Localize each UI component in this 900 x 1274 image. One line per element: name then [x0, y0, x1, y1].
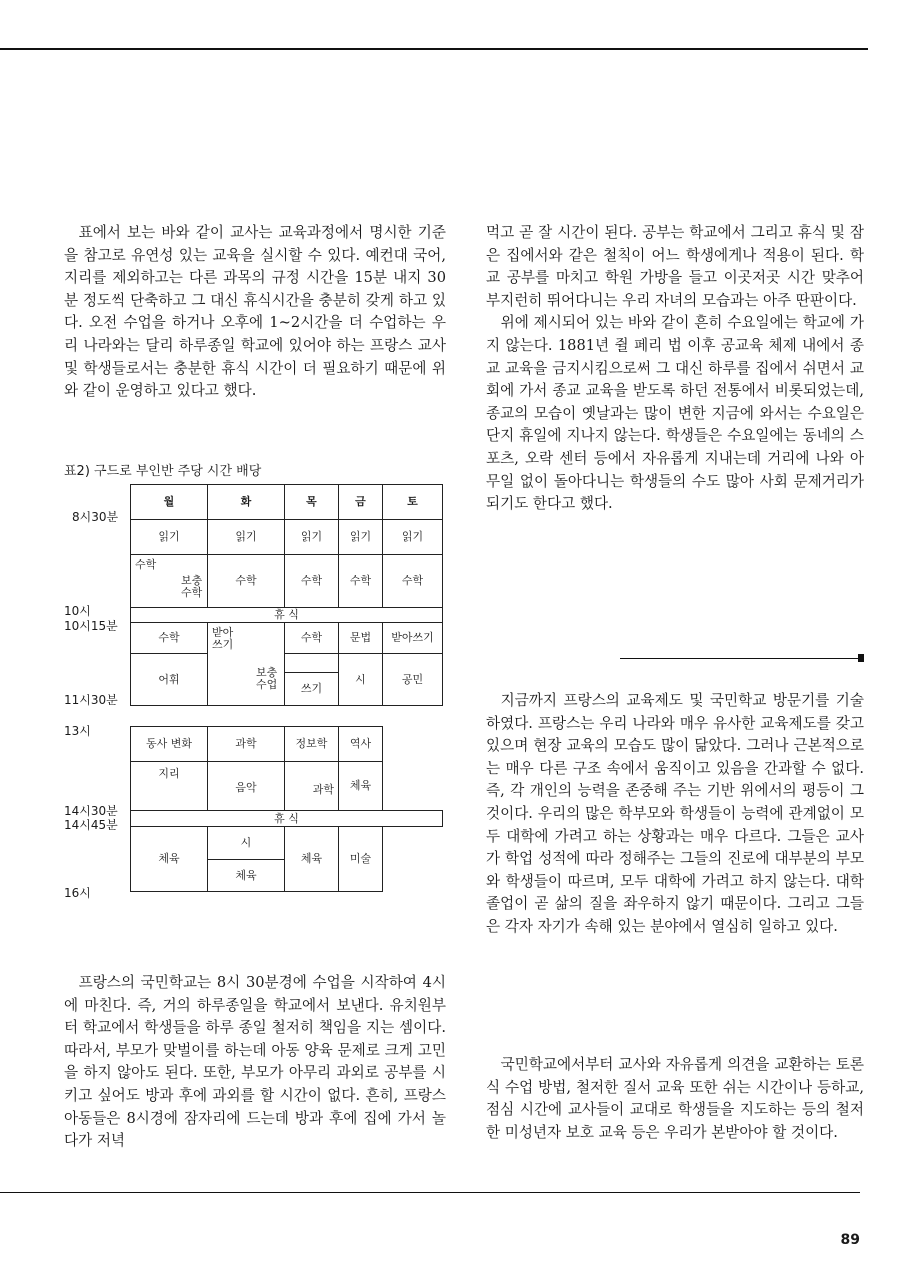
right-column	[486, 222, 864, 516]
cell-pm2-mon	[130, 761, 208, 811]
cell-text: 받아	[212, 626, 234, 639]
time-label: 8시30분	[72, 510, 119, 524]
cell-am1-thu: 읽기	[284, 519, 339, 555]
cell-pm2-fri: 체육	[338, 761, 383, 811]
bottom-rule	[0, 1192, 860, 1193]
cell-pm3-tue-a: 시	[207, 826, 285, 860]
cell-am4-thu: 쓰기	[284, 672, 339, 706]
left-paragraph-2: 프랑스의 국민학교는 8시 30분경에 수업을 시작하여 4시에 마친다. 즉, 거의 하루종일을 학교에서 보낸다. 유치원부터 학교에서 학생들을 하루 종일 철저히 책임을 지는 셈이다. 따라서, 부모가 맞벌이를 하는데 아동 양육 문제로 크게 고민을 하지 않아도 된다. 또한, 부모가 아무리 과외로 공부를 시키고 싶어도 방과 후에 과외를 할 시간이 없다. 흔히, 프랑스 아동들은 8시경에 잠자리에 드는데 방과 후에 집에 가서 놀다가 저녁	[64, 974, 446, 1150]
cell-am3-fri: 문법	[338, 622, 383, 654]
cell-pm1-mon: 동사 변화	[130, 726, 208, 762]
right-paragraph-4: 국민학교에서부터 교사와 자유롭게 의견을 교환하는 토론식 수업 방법, 철저한 질서 교육 또한 쉬는 시간이나 등하교, 점심 시간에 교사들이 교대로 학생들을 지도하는 등의 철저한 미성년자 보호 교육 등은 우리가 본받아야 할 것이다.	[486, 1056, 864, 1141]
cell-text: 쓰기	[212, 638, 234, 651]
cell-pm3-thu: 체육	[284, 826, 339, 892]
cell-am3-4-tue	[207, 622, 285, 706]
divider-end-mark	[858, 654, 864, 662]
cell-text: 보충	[181, 574, 203, 587]
cell-am2-fri: 수학	[338, 554, 383, 608]
cell-text: 수학	[181, 586, 203, 599]
cell-pm1-fri: 역사	[338, 726, 383, 762]
cell-text: 지리	[158, 767, 180, 780]
cell-am3-sat: 받아쓰기	[382, 622, 443, 654]
cell-text: 음악	[235, 781, 257, 794]
cell-am3-mon: 수학	[130, 622, 208, 654]
cell-text: 보충	[256, 666, 278, 679]
section-divider	[620, 658, 860, 659]
right-column-conclusion	[486, 690, 864, 939]
time-label: 14시30분	[64, 804, 118, 818]
time-label: 13시	[64, 724, 91, 738]
right-column-final	[486, 1054, 864, 1144]
cell-am1-sat: 읽기	[382, 519, 443, 555]
day-header-sat: 토	[382, 484, 443, 520]
cell-am4-mon: 어휘	[130, 653, 208, 706]
cell-pm3-tue-b: 체육	[207, 859, 285, 892]
cell-pm3-fri: 미술	[338, 826, 383, 892]
cell-text: 과학	[312, 783, 334, 796]
cell-pm2-tue	[207, 761, 285, 811]
cell-pm3-mon: 체육	[130, 826, 208, 892]
cell-am2-thu: 수학	[284, 554, 339, 608]
cell-am4-sat: 공민	[382, 653, 443, 706]
page-number: 89	[840, 1232, 860, 1248]
cell-am4-fri: 시	[338, 653, 383, 706]
top-rule	[0, 48, 868, 50]
time-label: 16시	[64, 886, 91, 900]
left-column-bottom	[64, 972, 446, 1153]
cell-pm1-thu: 정보학	[284, 726, 339, 762]
cell-text: 수업	[256, 678, 278, 691]
cell-am2-mon	[130, 554, 208, 608]
left-paragraph-1: 표에서 보는 바와 같이 교사는 교육과정에서 명시한 기준을 참고로 유연성 있는 교육을 실시할 수 있다. 예컨대 국어, 지리를 제외하고는 다른 과목의 규정 시간을 15분 내지 30분 정도씩 단축하고 그 대신 휴식시간을 충분히 갖게 하고 있다. 오전 수업을 하거나 오후에 1~2시간을 더 수업하는 우리 나라와는 달리 하루종일 학교에 있어야 하는 프랑스 교사 및 학생들로서는 충분한 휴식 시간이 더 필요하기 때문에 위와 같이 운영하고 있다고 했다.	[64, 224, 446, 400]
cell-pm1-tue: 과학	[207, 726, 285, 762]
time-label: 14시45분	[64, 818, 118, 832]
cell-text: 수학	[135, 558, 157, 571]
day-header-thu: 목	[284, 484, 339, 520]
day-header-tue: 화	[207, 484, 285, 520]
cell-pm2-thu	[284, 761, 339, 811]
cell-am2-tue: 수학	[207, 554, 285, 608]
right-paragraph-2: 위에 제시되어 있는 바와 같이 흔히 수요일에는 학교에 가지 않는다. 1881년 쥘 페리 법 이후 공교육 체제 내에서 종교 교육을 금지시킴으로써 그 대신 하루를 집에서 쉬면서 교회에 가서 종교 교육을 받도록 하던 전통에서 비롯되었는데, 종교의 모습이 옛날과는 많이 변한 지금에 와서는 수요일은 단지 휴일에 지나지 않는다. 학생들은 수요일에는 동네의 스포츠, 오락 센터 등에서 자유롭게 지내는데 거리에 나와 아무일 없이 돌아다니는 학생들의 수도 많아 사회 문제거리가 되기도 한다고 했다.	[486, 314, 864, 513]
day-header-fri: 금	[338, 484, 383, 520]
break-row: 휴 식	[130, 607, 443, 623]
timetable-morning	[130, 484, 443, 706]
cell-am1-tue: 읽기	[207, 519, 285, 555]
day-header-mon: 월	[130, 484, 208, 520]
right-paragraph-1: 먹고 곧 잘 시간이 된다. 공부는 학교에서 그리고 휴식 및 잠은 집에서와 같은 철칙이 어느 학생에게나 적용이 된다. 학교 공부를 마치고 학원 가방을 들고 이곳저곳 시간 맞추어 부지런히 뛰어다니는 우리 자녀의 모습과는 아주 딴판이다.	[486, 224, 864, 309]
cell-am3-thu: 수학	[284, 622, 339, 654]
left-column	[64, 222, 446, 403]
time-label: 10시15분	[64, 619, 118, 633]
time-label: 10시	[64, 604, 91, 618]
timetable-afternoon	[130, 726, 443, 892]
right-paragraph-3: 지금까지 프랑스의 교육제도 및 국민학교 방문기를 기술하였다. 프랑스는 우리 나라와 매우 유사한 교육제도를 갖고 있으며 현장 교육의 모습도 많이 닮았다. 그러나 근본적으로는 매우 다른 구조 속에서 움직이고 있음을 간과할 수 없다. 즉, 각 개인의 능력을 존중해 주는 기반 위에서의 평등이 그것이다. 우리의 많은 학부모와 학생들이 능력에 관계없이 모두 대학에 가려고 하는 상황과는 매우 다르다. 그들은 교사가 학업 성적에 따라 정해주는 그들의 진로에 대부분의 부모와 학생들이 따르며, 모두 대학에 가려고 하지 않는다. 대학 졸업이 곧 삶의 질을 좌우하지 않기 때문이다. 그리고 그들은 각자 자기가 속해 있는 분야에서 열심히 일하고 있다.	[486, 692, 864, 935]
cell-am1-mon: 읽기	[130, 519, 208, 555]
break-row: 휴 식	[130, 810, 443, 827]
cell-am2-sat: 수학	[382, 554, 443, 608]
cell-am1-fri: 읽기	[338, 519, 383, 555]
table-caption: 표2) 구드로 부인반 주당 시간 배당	[64, 464, 262, 479]
time-label: 11시30분	[64, 693, 118, 707]
